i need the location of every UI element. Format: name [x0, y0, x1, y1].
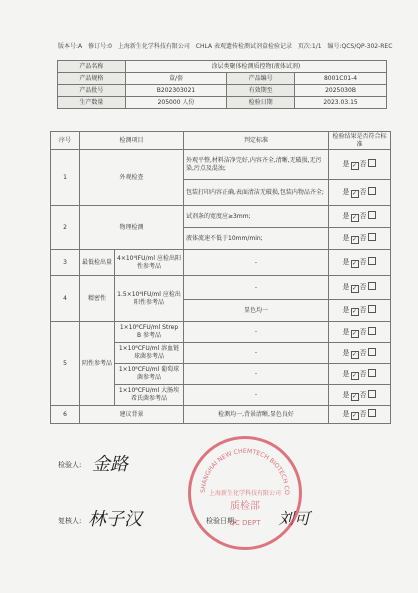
yes-checkbox[interactable]: ✓: [351, 214, 358, 221]
no-checkbox[interactable]: [368, 409, 376, 417]
doc-number: 编号:QCS/QP-302-REC: [327, 43, 393, 50]
yes-checkbox[interactable]: ✓: [351, 371, 358, 379]
code-label: 产品编号: [227, 73, 295, 85]
expiry-value: 2025030B: [295, 85, 387, 97]
no-checkbox[interactable]: [368, 282, 376, 290]
col-result: 检验结果是否符合标准: [329, 132, 391, 150]
yes-checkbox[interactable]: ✓: [351, 308, 358, 315]
inspection-table: [50, 131, 391, 424]
yes-label: 是: [342, 160, 350, 168]
row4-result-1[interactable]: [329, 276, 391, 300]
row5-criteria-3: -: [184, 364, 329, 385]
spec-label: 产品规格: [58, 73, 126, 85]
yes-label: 是: [342, 234, 350, 242]
spec-value: 盒/套: [125, 73, 227, 85]
no-label: 否: [359, 306, 367, 314]
row2-no: 2: [51, 206, 80, 250]
row1-result-1[interactable]: [329, 150, 391, 180]
reviewer-signature: 林子汉: [88, 509, 142, 530]
no-label: 否: [359, 160, 367, 168]
inspector-signature: 金路: [92, 454, 128, 475]
row5-group: 阴性参考品: [80, 322, 115, 406]
checker-signature: 刘可: [278, 509, 311, 528]
col-no: 序号: [51, 132, 80, 150]
row1-no: 1: [51, 150, 80, 206]
yes-checkbox[interactable]: ✓: [351, 285, 358, 292]
row4-result-2[interactable]: [329, 300, 391, 322]
code-value: 8001C01-4: [295, 73, 387, 85]
no-checkbox[interactable]: [368, 327, 376, 335]
yes-label: 是: [342, 390, 350, 399]
reviewer-label: 复核人:: [58, 517, 82, 525]
row2-result-2[interactable]: [329, 228, 391, 250]
row3-item: 4×10⁴IFU/ml 应检出阳性参考品: [115, 250, 184, 276]
no-checkbox[interactable]: [368, 159, 376, 167]
stamp-inner-text: 上海新生化学科技有限公司: [208, 490, 282, 497]
yes-checkbox[interactable]: ✓: [351, 260, 358, 267]
row2-result-1[interactable]: [329, 206, 391, 228]
row6-no: 6: [51, 406, 80, 424]
edition: 版本号:A: [58, 43, 83, 50]
row1-criteria-2: 包装打印内容正确,表面清洁无破损,包装内物品齐全;: [184, 180, 329, 206]
no-checkbox[interactable]: [368, 390, 376, 398]
row5-criteria-2: -: [184, 343, 329, 364]
no-label: 否: [359, 212, 367, 220]
yes-label: 是: [342, 410, 350, 418]
row4-criteria-1: -: [184, 276, 329, 300]
no-label: 否: [359, 188, 367, 196]
batch-value: B202303021: [125, 85, 227, 97]
no-label: 否: [359, 369, 367, 378]
row2-criteria-1: 试剂条的宽度应≥3mm;: [184, 206, 329, 228]
product-label: 产品名称: [58, 61, 126, 73]
no-label: 否: [359, 327, 367, 336]
row5-item-2: 1×10⁸CFU/ml 溶血链球菌参考品: [115, 343, 184, 364]
info-table: [57, 60, 387, 109]
yes-label: 是: [342, 306, 350, 314]
no-label: 否: [359, 258, 367, 266]
row3-result[interactable]: [329, 250, 391, 276]
yes-checkbox[interactable]: ✓: [351, 329, 358, 337]
row4-item: 1.5×10⁴IFU/ml 应检出阳性参考品: [115, 276, 184, 322]
row4-group: 精密性: [80, 276, 115, 322]
row1-result-2[interactable]: [329, 180, 391, 206]
no-label: 否: [359, 283, 367, 291]
no-checkbox[interactable]: [368, 187, 376, 195]
row5-criteria-4: -: [184, 385, 329, 406]
yes-label: 是: [342, 348, 350, 357]
page-number: 页次:1/1: [297, 43, 322, 50]
yes-label: 是: [342, 212, 350, 220]
product-value: 涂层类聚体检测质控物(液体试剂): [125, 61, 386, 73]
row4-no: 4: [51, 276, 80, 322]
row6-result[interactable]: [329, 406, 391, 424]
col-item: 检测项目: [80, 132, 184, 150]
row1-criteria-1: 外观平整,材料洁净完好,内容齐全,清晰,无破损,无污染,污点及混浊;: [184, 150, 329, 180]
no-checkbox[interactable]: [368, 211, 376, 219]
col-criteria: 判定标准: [184, 132, 329, 150]
row3-group: 最低检出量: [80, 250, 115, 276]
row5-result-4[interactable]: [329, 385, 391, 406]
stamp-center-text: 质检部: [230, 501, 260, 512]
form-title: CHLA 表观遗传检测试剂盒检验记录: [195, 43, 292, 50]
row3-no: 3: [51, 250, 80, 276]
yes-checkbox[interactable]: ✓: [351, 412, 358, 419]
inspector-label: 检验人:: [58, 461, 82, 469]
yes-label: 是: [342, 188, 350, 196]
company-stamp: [188, 436, 302, 550]
no-checkbox[interactable]: [368, 369, 376, 377]
row5-result-3[interactable]: [329, 364, 391, 385]
row3-criteria: -: [184, 250, 329, 276]
row5-item-4: 1×10⁸CFU/ml 大肠埃希氏菌参考品: [115, 385, 184, 406]
yes-checkbox[interactable]: ✓: [351, 392, 358, 400]
row5-item-1: 1×10⁸CFU/ml Strep B 参考品: [115, 322, 184, 343]
row4-criteria-2: 显色均一: [184, 300, 329, 322]
row5-result-1[interactable]: [329, 322, 391, 343]
no-label: 否: [359, 410, 367, 418]
stamp-bottom-text: QC DEPT: [229, 519, 261, 527]
yes-checkbox[interactable]: ✓: [351, 190, 358, 197]
no-checkbox[interactable]: [368, 305, 376, 313]
date-value: 2023.03.15: [295, 97, 387, 109]
yes-label: 是: [342, 327, 350, 336]
no-checkbox[interactable]: [368, 257, 376, 265]
row1-item: 外观检查: [80, 150, 184, 206]
qty-value: 205000 人份: [125, 97, 227, 109]
row5-item-3: 1×10⁸CFU/ml 葡萄球菌参考品: [115, 364, 184, 385]
date-label: 检验日期: [227, 97, 295, 109]
stamp-outer-text: SHANGHAI NEW CHEMTECH BIOTECH CO: [199, 447, 291, 495]
row6-criteria: 检测均一,背景清晰,显色良好: [184, 406, 329, 424]
expiry-label: 有效期至: [227, 85, 295, 97]
no-checkbox[interactable]: [368, 348, 376, 356]
no-label: 否: [359, 234, 367, 242]
row5-criteria-1: -: [184, 322, 329, 343]
row2-item: 物理检测: [80, 206, 184, 250]
revision: 修订号:0: [88, 43, 112, 50]
yes-label: 是: [342, 369, 350, 378]
yes-checkbox[interactable]: ✓: [351, 236, 358, 243]
yes-label: 是: [342, 283, 350, 291]
company: 上海新生化学科技有限公司: [117, 43, 190, 50]
no-label: 否: [359, 348, 367, 357]
batch-label: 产品批号: [58, 85, 126, 97]
date-footer-label: 检验日期:: [206, 517, 237, 525]
form-header: [58, 41, 396, 50]
no-checkbox[interactable]: [368, 233, 376, 241]
yes-checkbox[interactable]: ✓: [351, 162, 358, 169]
yes-label: 是: [342, 258, 350, 266]
row6-item: 建议背景: [80, 406, 184, 424]
no-label: 否: [359, 390, 367, 399]
stamp-graphic: [191, 439, 299, 547]
row5-no: 5: [51, 322, 80, 406]
row5-result-2[interactable]: [329, 343, 391, 364]
yes-checkbox[interactable]: ✓: [351, 350, 358, 358]
qty-label: 生产数量: [58, 97, 126, 109]
row2-criteria-2: 液体流速不低于10mm/min;: [184, 228, 329, 250]
